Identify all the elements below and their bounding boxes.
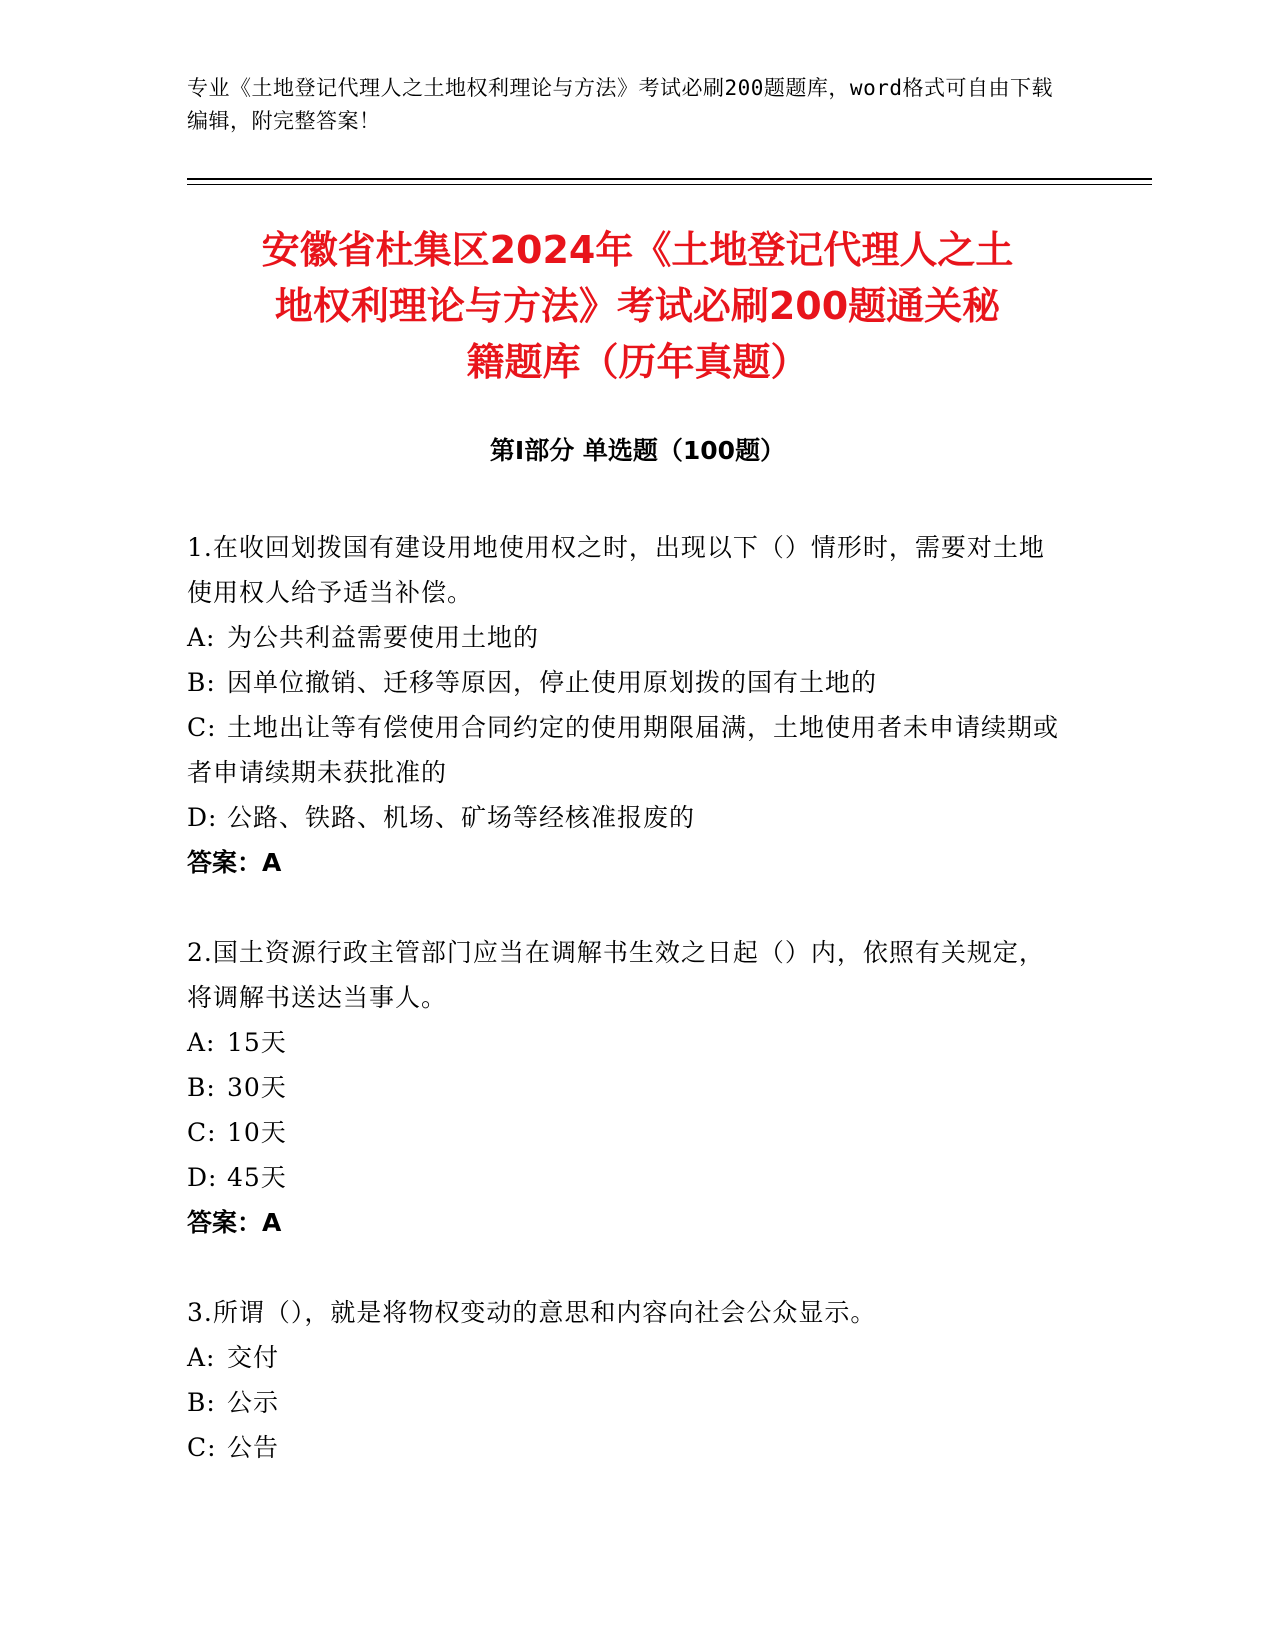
option-text: 交付 (227, 1343, 280, 1372)
option-c (187, 1425, 1067, 1470)
option-d (187, 1155, 1067, 1200)
option-text: 因单位撤销、迁移等原因，停止使用原划拨的国有土地的 (227, 668, 878, 697)
answer-line: 答案：A (187, 848, 282, 877)
option-text: 30天 (227, 1073, 287, 1102)
document-title (180, 222, 1095, 390)
option-letter: B: (187, 668, 216, 697)
option-letter: B: (187, 1073, 216, 1102)
option-letter: B: (187, 1388, 216, 1417)
option-b (187, 660, 1067, 705)
option-a (187, 1020, 1067, 1065)
option-d (187, 795, 1067, 840)
option-text: 为公共利益需要使用土地的 (227, 623, 540, 652)
title-line-3: 籍题库（历年真题） (466, 340, 809, 384)
header-rule-thin (187, 184, 1152, 185)
section-heading: 第I部分 单选题（100题） (489, 436, 786, 465)
question-stem: 2.国土资源行政主管部门应当在调解书生效之日起（）内，依照有关规定，将调解书送达当事人。 (187, 938, 1045, 1012)
option-text: 公告 (227, 1433, 280, 1462)
question-1 (187, 525, 1067, 885)
option-text: 土地出让等有偿使用合同约定的使用期限届满，土地使用者未申请续期或者申请续期未获批准的 (187, 713, 1060, 787)
option-letter: C: (187, 1118, 217, 1147)
option-letter: C: (187, 713, 217, 742)
question-3 (187, 1290, 1067, 1470)
title-line-1: 安徽省杜集区2024年《土地登记代理人之土 (261, 228, 1014, 272)
option-letter: C: (187, 1433, 217, 1462)
option-text: 10天 (227, 1118, 287, 1147)
option-text: 45天 (227, 1163, 287, 1192)
question-2 (187, 930, 1067, 1245)
option-b (187, 1380, 1067, 1425)
option-c (187, 705, 1067, 795)
option-a (187, 1335, 1067, 1380)
option-text: 公示 (227, 1388, 280, 1417)
option-text: 15天 (227, 1028, 287, 1057)
answer-line: 答案：A (187, 1208, 282, 1237)
question-stem: 3.所谓（），就是将物权变动的意思和内容向社会公众显示。 (187, 1298, 877, 1327)
option-letter: D: (187, 1163, 218, 1192)
option-letter: D: (187, 803, 218, 832)
question-list (187, 525, 1067, 1515)
option-letter: A: (187, 623, 216, 652)
option-letter: A: (187, 1343, 216, 1372)
option-text: 公路、铁路、机场、矿场等经核准报废的 (227, 803, 696, 832)
header-rule-thick (187, 178, 1152, 180)
option-letter: A: (187, 1028, 216, 1057)
title-line-2: 地权利理论与方法》考试必刷200题通关秘 (274, 284, 1001, 328)
option-b (187, 1065, 1067, 1110)
option-c (187, 1110, 1067, 1155)
header-note: 专业《土地登记代理人之土地权利理论与方法》考试必刷200题题库，word格式可自由下载编辑，附完整答案！ (187, 76, 1053, 133)
option-a (187, 615, 1067, 660)
question-stem: 1.在收回划拨国有建设用地使用权之时，出现以下（）情形时，需要对土地使用权人给予适当补偿。 (187, 533, 1045, 607)
